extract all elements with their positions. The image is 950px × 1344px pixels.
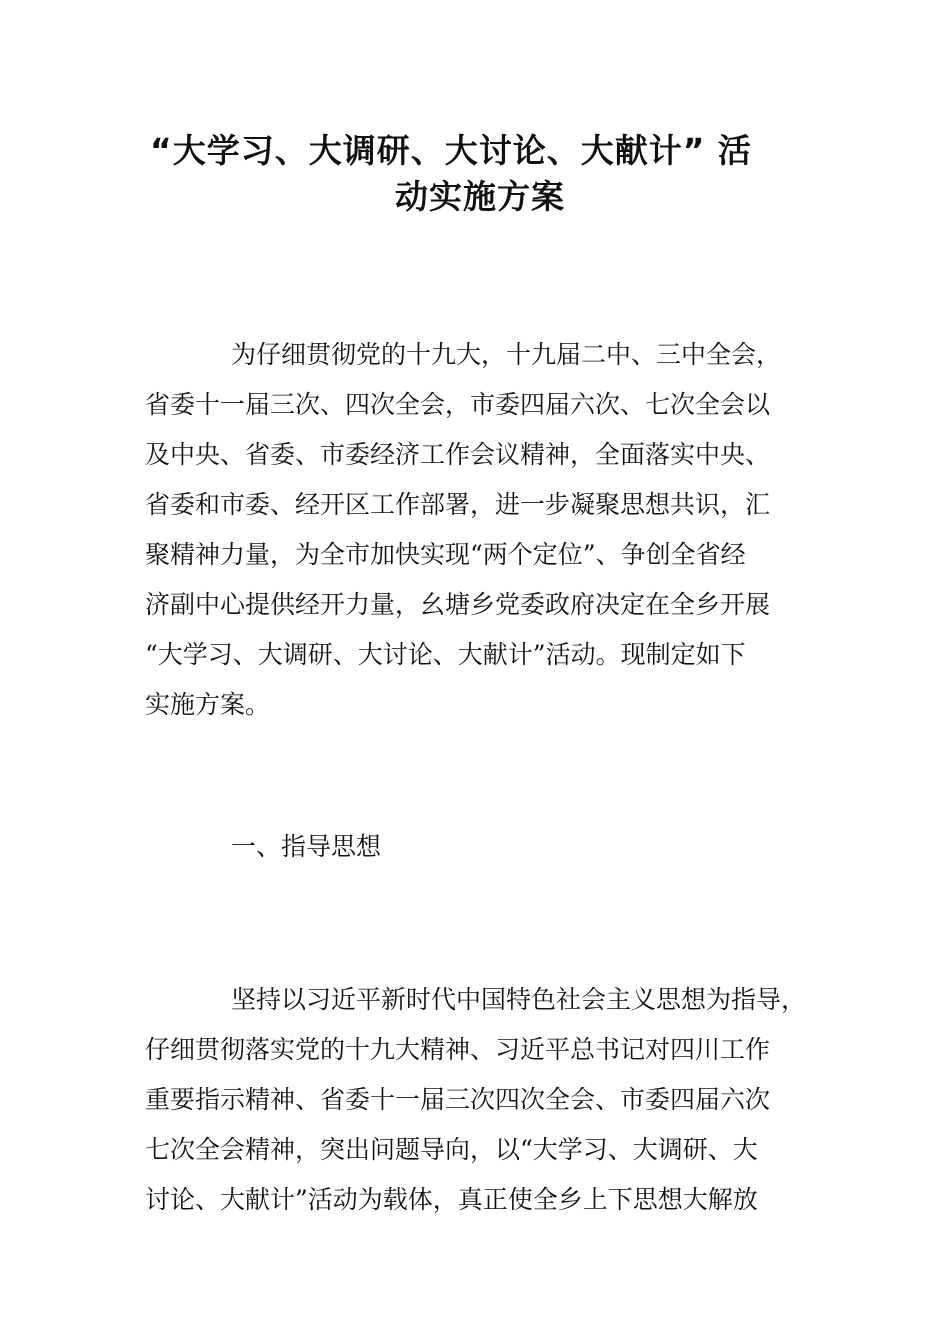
guiding-thought-paragraph [145,975,815,1225]
paragraph-line: 实施方案。 [145,690,271,719]
paragraph-line: 重要指示精神、省委十一届三次四次全会、市委四届六次 [145,1085,771,1114]
paragraph-line: 聚精神力量，为全市加快实现“两个定位”、争创全省经 [145,540,746,569]
title-line-1: “大学习、大调研、大讨论、大献计” 活 [150,131,752,170]
paragraph-line: 七次全会精神，突出问题导向，以“大学习、大调研、大 [145,1135,758,1164]
paragraph-line: 及中央、省委、市委经济工作会议精神，全面落实中央、 [145,440,771,469]
section-heading-text: 一、指导思想 [231,832,382,861]
paragraph-line: 仔细贯彻落实党的十九大精神、习近平总书记对四川工作 [145,1035,771,1064]
paragraph-line: 坚持以习近平新时代中国特色社会主义思想为指导， [231,985,807,1014]
paragraph-line: “大学习、大调研、大讨论、大献计”活动。现制定如下 [145,640,746,669]
section-heading-guiding-thought [145,822,815,872]
paragraph-line: 为仔细贯彻党的十九大，十九届二中、三中全会， [231,340,782,369]
paragraph-line: 济副中心提供经开力量，幺塘乡党委政府决定在全乡开展 [145,590,771,619]
title-line-2: 动实施方案 [395,177,565,216]
intro-paragraph [145,330,815,730]
paragraph-line: 省委十一届三次、四次全会，市委四届六次、七次全会以 [145,390,771,419]
paragraph-line: 讨论、大献计”活动为载体，真正使全乡上下思想大解放 [145,1185,758,1214]
document-title [150,128,810,220]
paragraph-line: 省委和市委、经开区工作部署，进一步凝聚思想共识，汇 [145,490,771,519]
